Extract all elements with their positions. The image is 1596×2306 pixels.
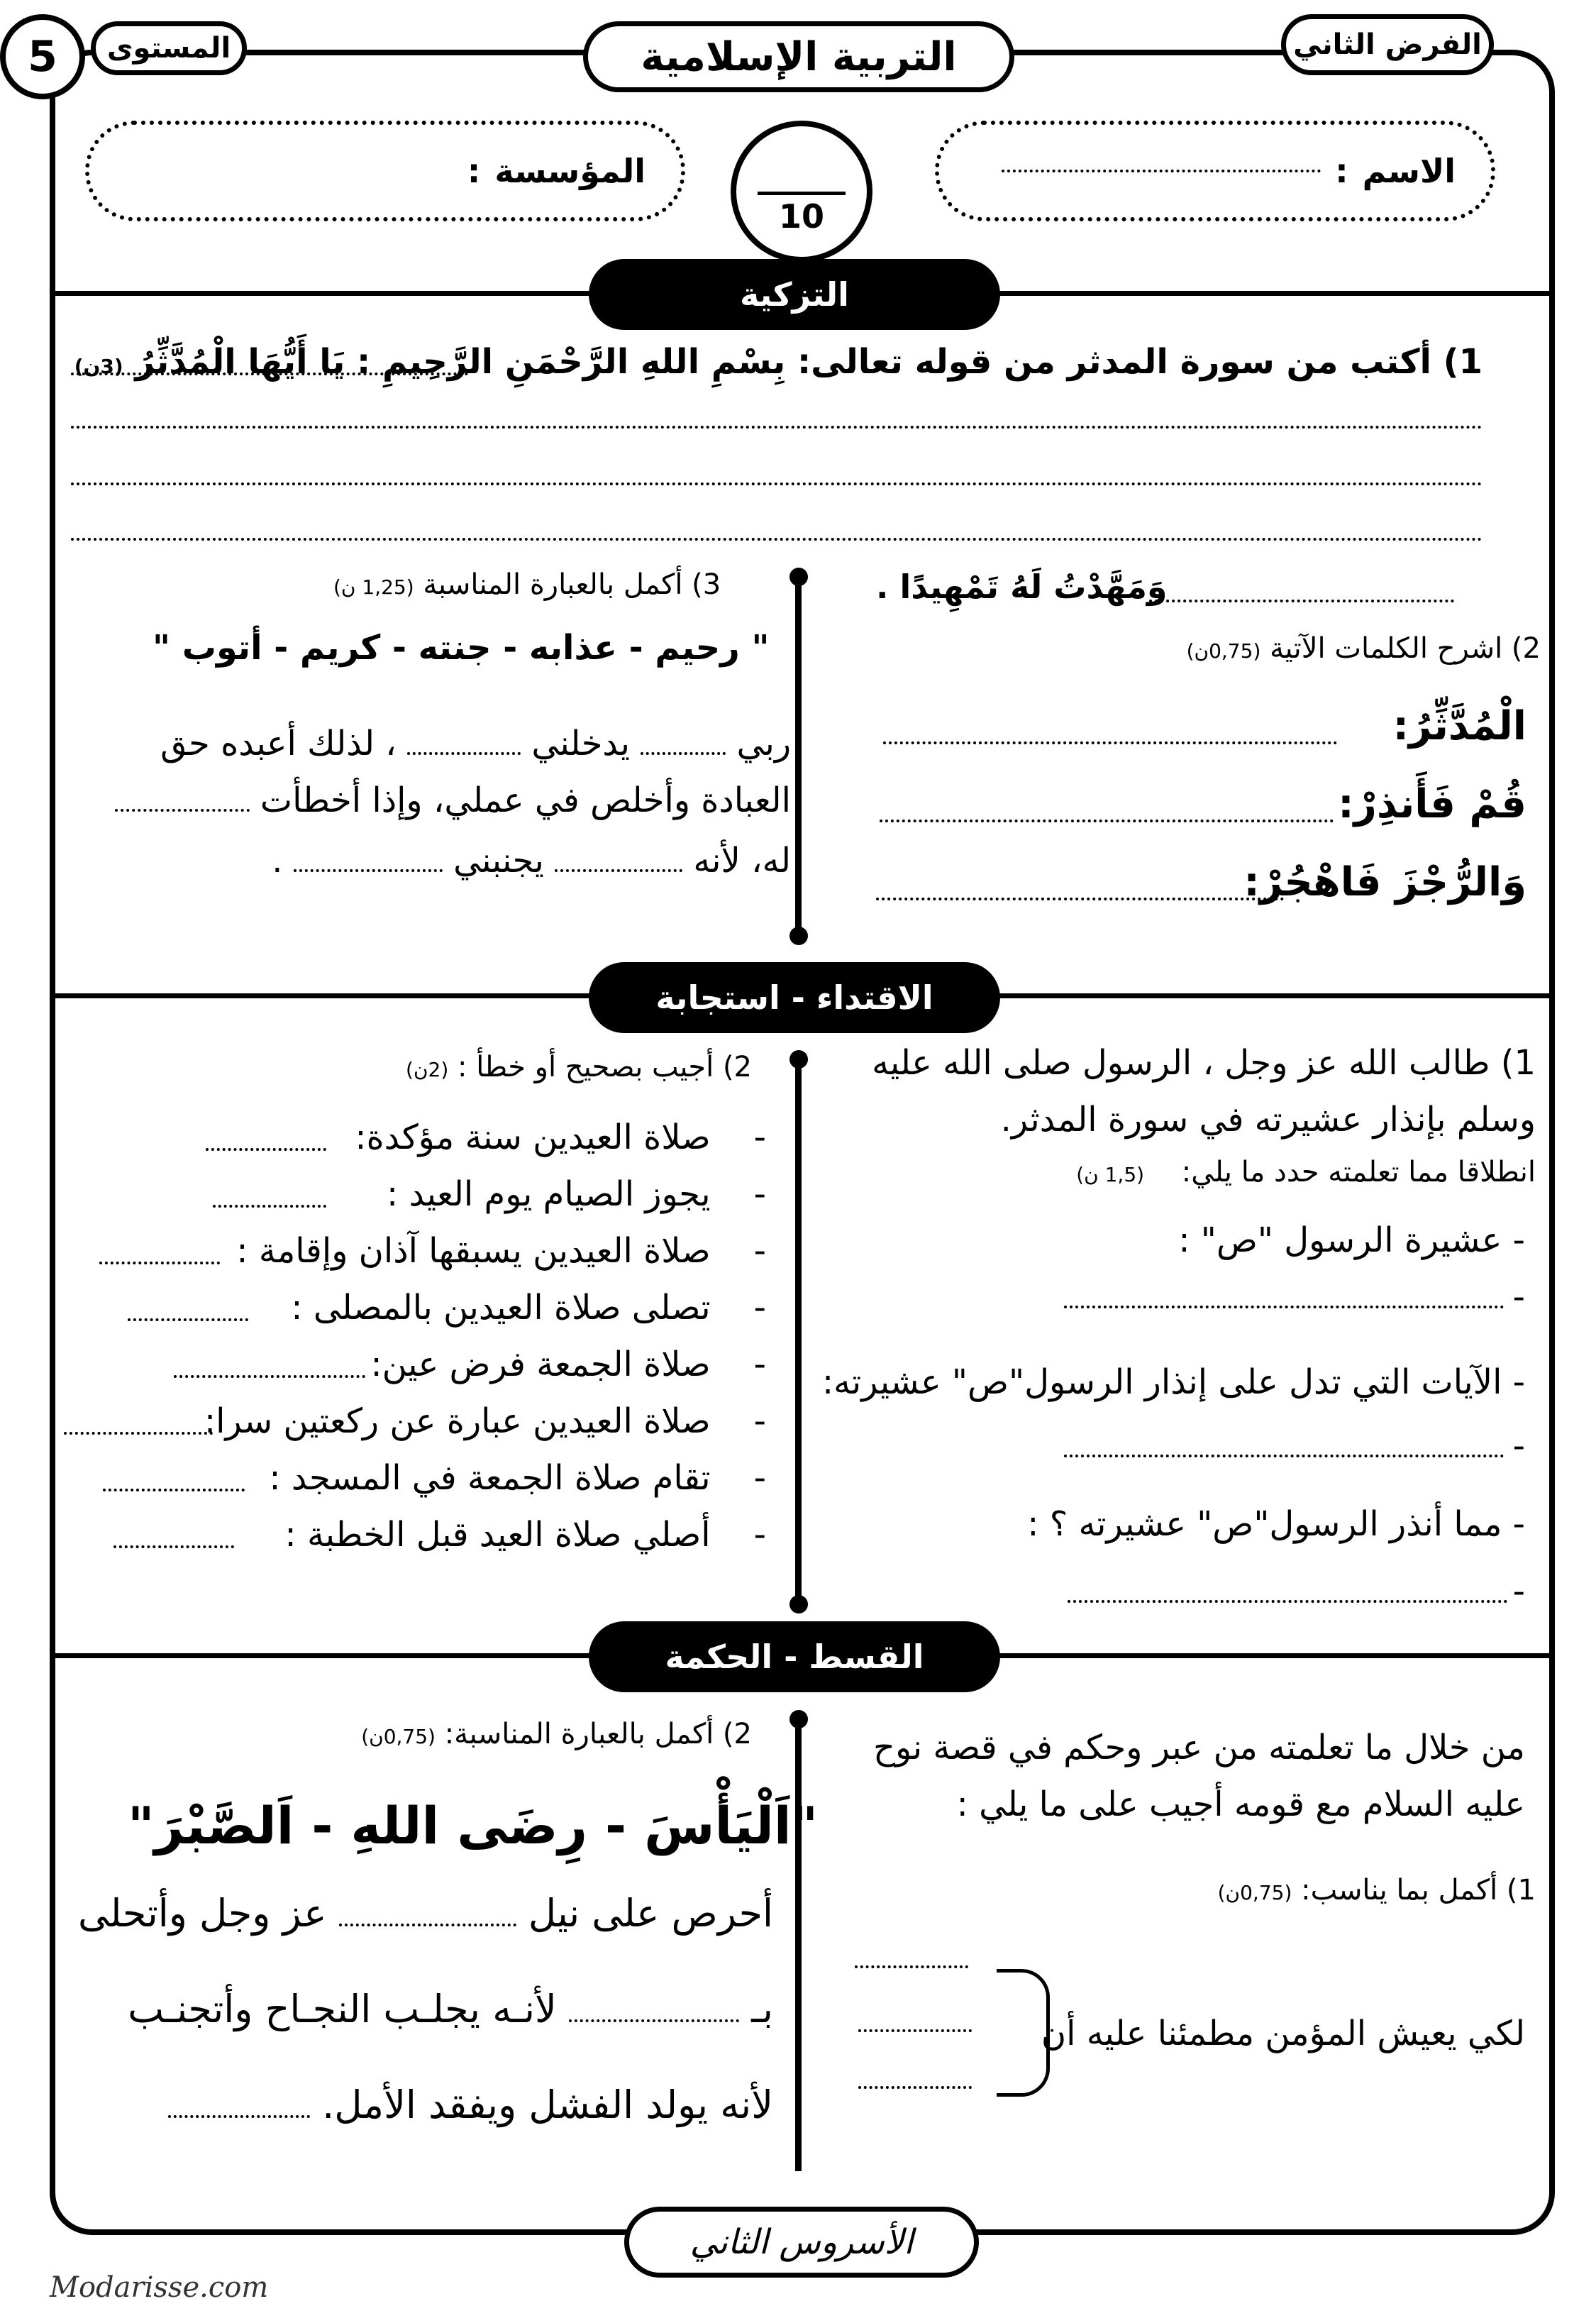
tf-answer[interactable] (103, 1489, 245, 1491)
tazkiya-q1-text: 1) أكتب من سورة المدثر من قوله تعالى: بِسْمِ اللهِ الرَّحْمَنِ الرَّحِيمِ : يَا أَيُّهَا الْمُدَّثِّرُ (135, 342, 1483, 382)
answer-line[interactable] (880, 820, 1334, 822)
qist-intro1: من خلال ما تعلمته من عبر وحكم في قصة نوح (872, 1728, 1525, 1767)
column-divider (795, 1717, 802, 2171)
iqtida-dash: - (1512, 1572, 1525, 1611)
divider-dot (789, 1595, 808, 1613)
answer-line[interactable] (555, 869, 682, 872)
answer-line[interactable] (1068, 1600, 1507, 1603)
section-title-qist: القسط - الحكمة (589, 1621, 1000, 1692)
level-number-circle: 5 (0, 14, 85, 99)
qist-q1-points: (0,75ن) (1217, 1881, 1292, 1904)
tf-answer[interactable] (213, 1205, 326, 1208)
q2-options: "اَلْيَأْسَ - رِضَى اللهِ - اَلصَّبْرَ" (128, 1796, 819, 1855)
section-title-iqtida: الاقتداء - استجابة (589, 962, 1000, 1033)
name-label: الاسم (1362, 152, 1456, 190)
iqtida-q1-text1: 1) طالب الله عز وجل ، الرسول صلى الله عليه (872, 1043, 1536, 1083)
q2-line1a: أحرص على نيل (528, 1891, 773, 1936)
divider-dot (789, 1050, 808, 1069)
q2-line2b: لأنـه يجلـب النجـاح وأتجنـب (128, 1987, 557, 2031)
brace (997, 1969, 1050, 2097)
qist-q2-text: 2) أكمل بالعبارة المناسبة: (444, 1718, 752, 1750)
tazkiya-q3 (333, 568, 721, 602)
tf-item: - صلاة العيدين عبارة عن ركعتين سرا: (204, 1401, 766, 1441)
q3-line1b: يدخلني (531, 724, 630, 763)
tazkiya-q2-points: (0,75ن) (1186, 639, 1261, 663)
tf-item-text: صلاة العيدين سنة مؤكدة: (355, 1118, 711, 1157)
answer-line[interactable] (1149, 600, 1454, 602)
iqtida-q2 (406, 1050, 752, 1084)
institution-field[interactable] (85, 121, 685, 221)
answer-line[interactable] (115, 809, 250, 812)
q2-line3 (168, 2082, 773, 2129)
answer-line[interactable] (641, 752, 726, 755)
answer-line[interactable] (71, 373, 468, 375)
iqtida-q1-text3-label: انطلاقا مما تعلمته حدد ما يلي: (1181, 1156, 1536, 1188)
tazkiya-q2 (1187, 631, 1541, 666)
tf-item: - يجوز الصيام يوم العيد : (387, 1174, 766, 1214)
subject-title: التربية الإسلامية (583, 21, 1014, 92)
tf-item: - تصلى صلاة العيدين بالمصلى : (291, 1288, 766, 1328)
grade-denominator: 10 (778, 197, 824, 236)
q3-line2 (115, 780, 791, 822)
q3-line1a: ربي (736, 724, 791, 763)
q3-line1 (160, 724, 791, 765)
answer-line[interactable] (569, 2019, 739, 2022)
iqtida-item: - مما أنذر الرسول"ص" عشيرته ؟ : (1027, 1504, 1525, 1544)
iqtida-dash: - (1512, 1277, 1525, 1317)
answer-line[interactable] (294, 869, 443, 872)
level-label: المستوى (91, 21, 247, 75)
divider-dot (789, 568, 808, 586)
answer-line[interactable] (876, 898, 1284, 900)
grade-circle (731, 121, 872, 263)
exam-label: الفرض الثاني (1281, 14, 1494, 75)
tf-answer[interactable] (99, 1262, 220, 1264)
word-muddathir: الْمُدَّثِّرُ: (1392, 703, 1526, 749)
q3-line3a: له، لأنه (693, 841, 791, 881)
tf-item-text: صلاة الجمعة فرض عين: (370, 1345, 711, 1384)
qist-intro2: عليه السلام مع قومه أجيب على ما يلي : (956, 1784, 1525, 1824)
answer-line[interactable] (407, 752, 521, 755)
iqtida-q1-text2: وسلم بإنذار عشيرته في سورة المدثر. (1000, 1100, 1536, 1140)
tf-item: - صلاة العيدين يسبقها آذان وإقامة : (236, 1231, 766, 1271)
tf-item-text: أصلي صلاة العيد قبل الخطبة : (284, 1515, 711, 1555)
qist-q1 (1218, 1873, 1536, 1907)
q3-line3c: . (272, 841, 283, 881)
tf-item-text: صلاة العيدين عبارة عن ركعتين سرا: (204, 1401, 711, 1441)
qist-q2-points: (0,75ن) (361, 1725, 436, 1748)
iqtida-dash: - (1512, 1426, 1525, 1466)
answer-line[interactable] (168, 2115, 310, 2118)
tf-item-text: تقام صلاة الجمعة في المسجد : (269, 1458, 711, 1498)
answer-line[interactable] (858, 2086, 972, 2089)
qist-q2 (361, 1717, 752, 1751)
watermark: Modarisse.com (50, 2271, 269, 2304)
iqtida-item: - الآيات التي تدل على إنذار الرسول"ص" عشيرته: (821, 1362, 1525, 1402)
q3-line3 (272, 841, 791, 882)
iqtida-q1-points: (1,5 ن) (1076, 1163, 1145, 1186)
iqtida-q2-points: (2ن) (406, 1058, 449, 1081)
answer-line[interactable] (858, 2029, 972, 2032)
tazkiya-q3-text: 3) أكمل بالعبارة المناسبة (423, 568, 721, 601)
q3-options: " رحيم - عذابه - جنته - كريم - أتوب " (153, 628, 770, 668)
q3-line3b: يجنبني (453, 841, 544, 881)
grade-line (758, 192, 846, 195)
tf-answer[interactable] (113, 1545, 234, 1548)
tf-item-text: صلاة العيدين يسبقها آذان وإقامة : (236, 1231, 711, 1271)
q3-line2-text: العبادة وأخلص في عملي، وإذا أخطأت (260, 780, 791, 820)
name-field[interactable] (935, 121, 1495, 221)
answer-line[interactable] (339, 1924, 516, 1926)
tf-item: - صلاة العيدين سنة مؤكدة: (355, 1118, 766, 1157)
column-divider (795, 1057, 802, 1604)
tf-item: - صلاة الجمعة فرض عين: (370, 1345, 766, 1384)
section-title-tazkiya: التزكية (589, 259, 1000, 330)
answer-line[interactable] (71, 538, 1483, 541)
name-colon: : (1335, 152, 1348, 190)
institution-colon: : (467, 152, 481, 190)
answer-line[interactable] (71, 426, 1483, 429)
tf-answer[interactable] (206, 1148, 326, 1151)
iqtida-q2-text: 2) أجيب بصحيح أو خطأ : (458, 1051, 752, 1083)
tf-item: - تقام صلاة الجمعة في المسجد : (269, 1458, 766, 1498)
answer-line[interactable] (71, 482, 1483, 485)
iqtida-q1-text3 (1076, 1155, 1536, 1189)
q2-line2a: بـ (751, 1987, 773, 2031)
tf-answer[interactable] (128, 1318, 248, 1321)
qist-q1-text: 1) أكمل بما يناسب: (1301, 1874, 1536, 1907)
tf-item-text: يجوز الصيام يوم العيد : (387, 1174, 711, 1214)
tf-item: - أصلي صلاة العيد قبل الخطبة : (284, 1515, 766, 1555)
q3-line1c: ، لذلك أعبده حق (160, 724, 397, 763)
verse-end: وَمَهَّدْتُ لَهُ تَمْهِيدًا . (876, 568, 1168, 606)
q2-line2 (128, 1987, 773, 2033)
q2-line1 (78, 1891, 773, 1937)
tf-item-text: تصلى صلاة العيدين بالمصلى : (291, 1288, 711, 1328)
word-qum-fa-andhir: قُمْ فَأَنذِرْ: (1338, 781, 1526, 827)
tf-answer[interactable] (64, 1432, 213, 1435)
institution-label: المؤسسة (494, 152, 645, 190)
q2-line1b: عز وجل وأتحلى (77, 1891, 327, 1936)
q2-line3-text: لأنه يولد الفشل ويفقد الأمل. (322, 2082, 773, 2127)
tazkiya-q1-points: (3ن) (74, 355, 123, 378)
name-dots (1002, 170, 1321, 172)
qist-q1-stem: لكي يعيش المؤمن مطمئنا عليه أن (1041, 2014, 1525, 2053)
tf-answer[interactable] (174, 1375, 365, 1378)
divider-dot (789, 927, 808, 945)
tazkiya-q1 (74, 342, 1483, 383)
column-divider (795, 575, 802, 937)
footer-caption: الأسروس الثاني (624, 2207, 979, 2278)
tazkiya-q3-points: (1,25 ن) (333, 575, 414, 599)
word-rujz: وَالرُّجْزَ فَاهْجُرْ: (1243, 859, 1526, 905)
tazkiya-q2-text: 2) اشرح الكلمات الآتية (1270, 632, 1541, 665)
answer-line[interactable] (855, 1965, 968, 1968)
answer-line[interactable] (1064, 1455, 1504, 1457)
answer-line[interactable] (883, 741, 1337, 744)
divider-dot (789, 1710, 808, 1728)
answer-line[interactable] (1064, 1306, 1504, 1308)
iqtida-item: - عشيرة الرسول "ص" : (1178, 1220, 1525, 1260)
